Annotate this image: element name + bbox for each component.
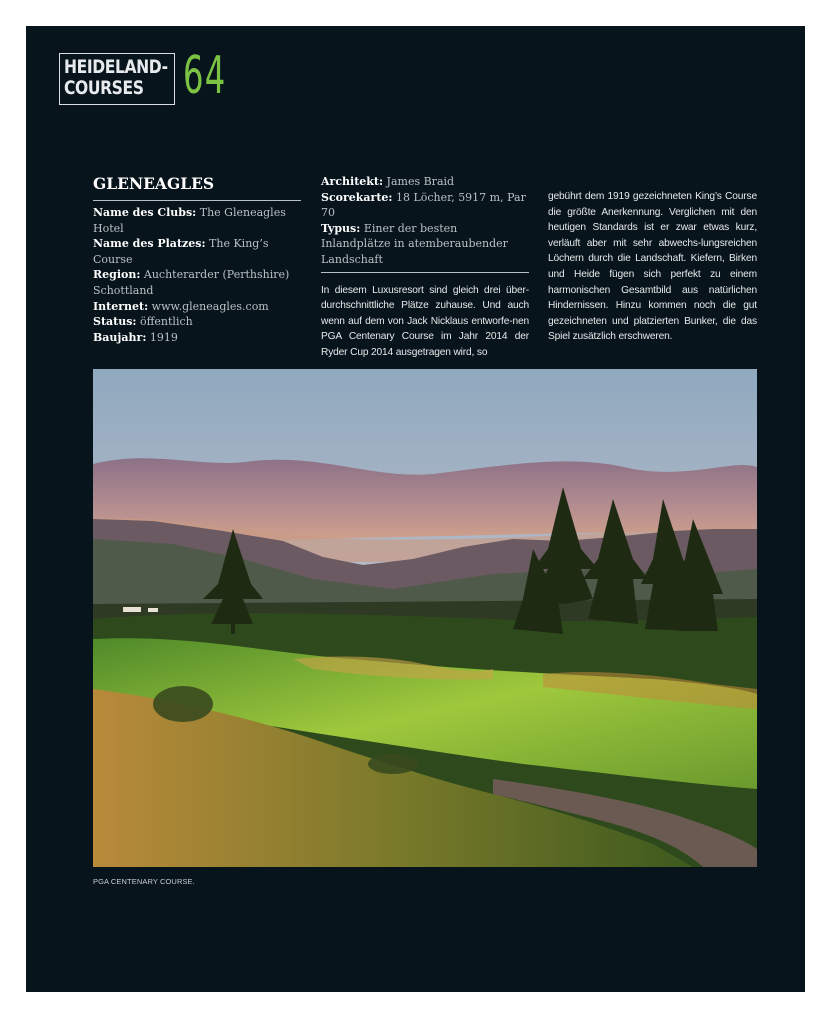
fact-year: Baujahr: 1919 <box>93 330 178 344</box>
fact-scorecard: Scorekarte: 18 Löcher, 5917 m, Par 70 <box>321 190 526 220</box>
title-divider <box>93 200 301 201</box>
facts-list-left <box>93 205 301 345</box>
fact-status: Status: öffentlich <box>93 315 193 329</box>
club-title: GLENEAGLES <box>93 174 215 193</box>
body-column <box>548 189 757 345</box>
facts-divider <box>321 272 529 273</box>
page-panel <box>26 26 805 992</box>
section-title-line1: HEIDELAND- <box>64 56 168 78</box>
landscape-illustration <box>93 369 757 867</box>
facts-list-right <box>321 174 529 268</box>
body-paragraph-part1: In diesem Luxusresort sind gleich drei über-durchschnittliche Plätze zuhause. Und auch wenn auf dem von Jack Nicklaus entworfe-nen PGA Centenary Course im Jahr 2014 der Ryder Cup 2014 ausgetragen wird, so <box>321 284 529 358</box>
page-number: 64 <box>183 46 227 106</box>
fact-internet: Internet: www.gleneagles.com <box>93 299 269 313</box>
course-photo <box>93 369 757 867</box>
fact-region: Region: Auchterarder (Perthshire) Schottland <box>93 268 290 297</box>
facts-column-left <box>93 174 301 345</box>
body-paragraph-part2: gebührt dem 1919 gezeichneten King’s Course die größte Anerkennung. Verglichen mit den heutigen Standards ist er zwar etwas kurz, verläuft aber mit sehr abwechs-lungsreichen Löchern durch die Landschaft. Kiefern, Birken und Heide fügen sich perfekt zu einem harmonischen Gesamtbild aus natürlichen Hindernissen. Hinzu kommen noch die gut gezeichneten und platzierten Bunker, die das Spiel zusätzlich erschweren. <box>548 191 757 343</box>
fact-architect: Architekt: James Braid <box>321 175 455 188</box>
fact-club-name: Name des Clubs: The Gleneagles Hotel <box>93 206 286 235</box>
fact-course-name: Name des Platzes: The King’s Course <box>93 237 269 266</box>
section-logo <box>59 53 175 105</box>
facts-column-right <box>321 174 529 361</box>
section-title-line2: COURSES <box>64 77 144 99</box>
photo-caption: PGA CENTENARY COURSE. <box>93 877 195 886</box>
fact-type: Typus: Einer der besten Inlandplätze in atemberaubender Landschaft <box>321 221 508 266</box>
